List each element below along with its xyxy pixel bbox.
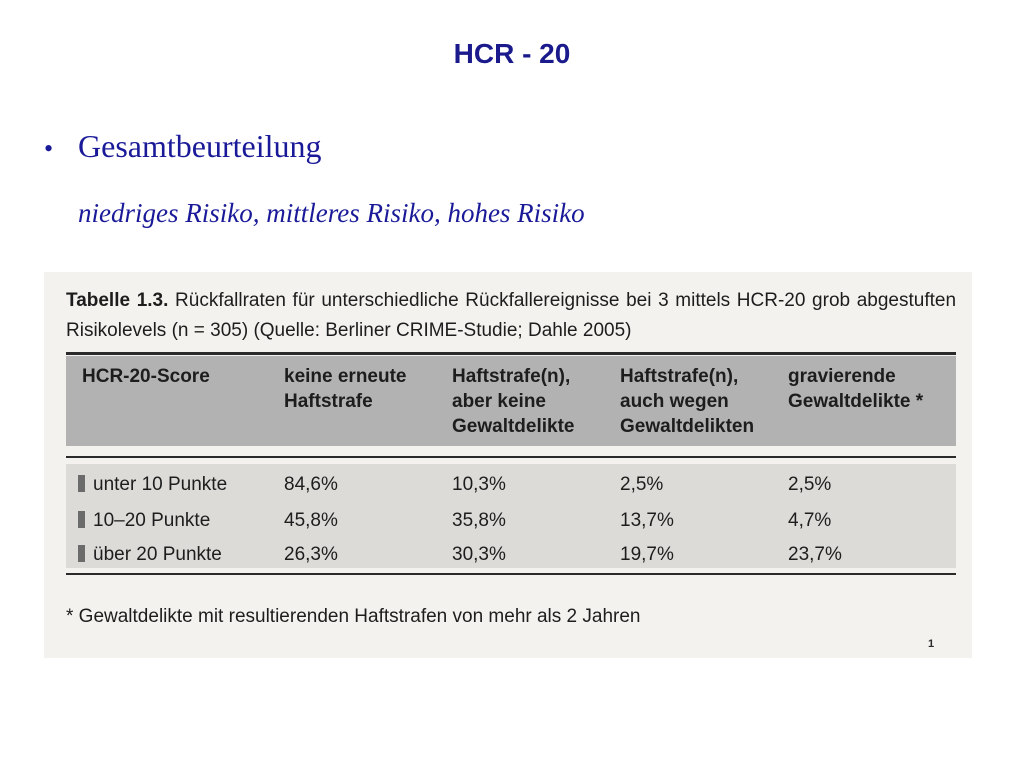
table-row — [66, 470, 956, 500]
row-marker-icon — [78, 511, 85, 528]
table-rule-bottom — [66, 573, 956, 575]
table-rule-mid — [66, 456, 956, 458]
table-caption — [66, 286, 956, 346]
table-row — [66, 540, 956, 570]
table-cell: 84,6% — [284, 474, 338, 495]
table-cell: 2,5% — [620, 474, 664, 495]
table-cell: 19,7% — [620, 544, 674, 565]
table-caption-text: Rückfallraten für unterschiedliche Rückfallereignisse bei 3 mittels HCR-20 grob abgestuften Risikolevels (n = 305) (Quelle: Berliner CRIME-Studie; Dahle 2005) — [66, 290, 957, 341]
page-mark: 1 — [928, 638, 935, 650]
table-row — [66, 506, 956, 536]
table-cell-score: 10–20 Punkte — [78, 506, 210, 536]
bullet-marker: • — [44, 134, 54, 163]
table-cell: 2,5% — [788, 474, 832, 495]
table-cell: 13,7% — [620, 510, 674, 531]
table-cell: 30,3% — [452, 544, 506, 565]
table-cell-score: über 20 Punkte — [78, 540, 222, 570]
scanned-table-image — [44, 272, 972, 658]
table-rule-top — [66, 352, 956, 355]
table-cell: 26,3% — [284, 544, 338, 565]
bullet-item — [44, 128, 321, 165]
row-marker-icon — [78, 475, 85, 492]
row-marker-icon — [78, 545, 85, 562]
table-cell: 35,8% — [452, 510, 506, 531]
risk-levels-subtext: niedriges Risiko, mittleres Risiko, hohes Risiko — [78, 198, 585, 228]
bullet-text: Gesamtbeurteilung — [78, 128, 322, 164]
table-footnote: * Gewaltdelikte mit resultierenden Haftstrafen von mehr als 2 Jahren — [66, 606, 641, 627]
table-cell: 10,3% — [452, 474, 506, 495]
table-header-no-sentence: keine erneute Haftstrafe — [284, 366, 407, 412]
table-header-severe-violence: gravierende Gewaltdelikte * — [788, 366, 924, 412]
table-cell: 23,7% — [788, 544, 842, 565]
table-caption-label: Tabelle 1.3. — [66, 290, 169, 311]
table-cell: 4,7% — [788, 510, 832, 531]
table-cell: 45,8% — [284, 510, 338, 531]
table-cell-score: unter 10 Punkte — [78, 470, 227, 500]
table-header-sentence-violence: Haftstrafe(n), auch wegen Gewaltdelikten — [620, 366, 755, 437]
slide-title: HCR - 20 — [453, 38, 571, 69]
table-header-sentence-no-violence: Haftstrafe(n), aber keine Gewaltdelikte — [452, 366, 575, 437]
table-header-score: HCR-20-Score — [82, 366, 210, 387]
